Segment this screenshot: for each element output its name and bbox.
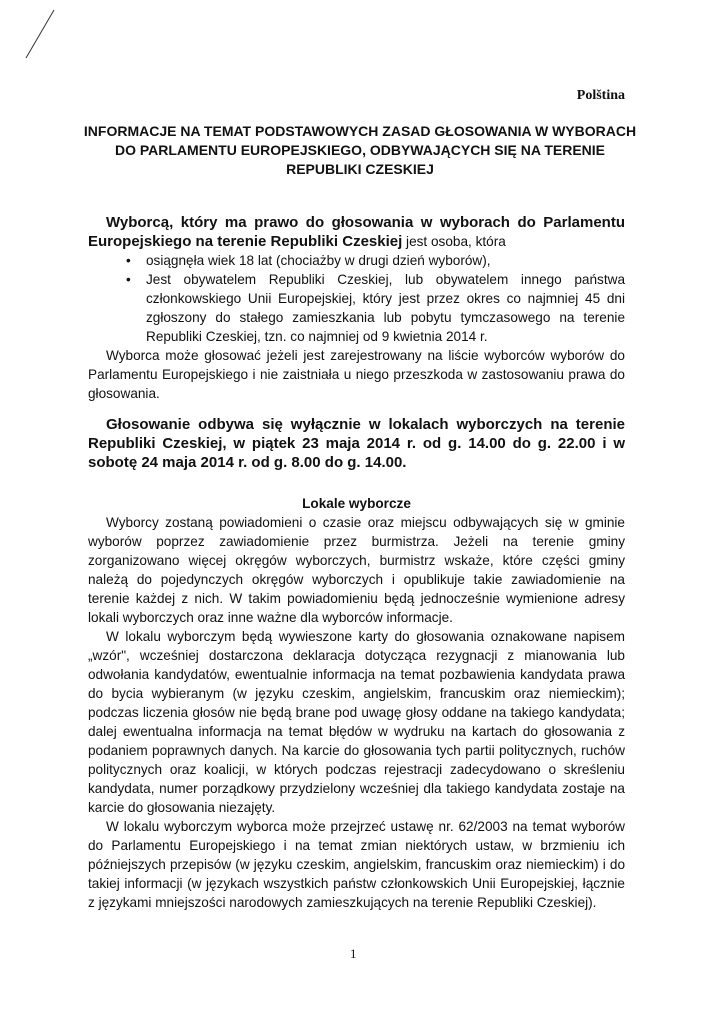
- intro-rest: jest osoba, która: [402, 234, 506, 249]
- language-label: Polština: [576, 88, 625, 103]
- registration-paragraph: Wyborca może głosować jeżeli jest zarejestrowany na liście wyborców wyborów do Parlamentu Europejskiego i nie zaistniała u niego przeszkoda w zastosowaniu prawa do głosowania.: [88, 348, 625, 401]
- schedule-paragraph: Głosowanie odbywa się wyłącznie w lokalach wyborczych na terenie Republiki Czeskiej, w piątek 23 maja 2014 r. od g. 14.00 do g. 22.00 i w sobotę 24 maja 2014 r. od g. 8.00 do g. 14.00.: [88, 416, 625, 471]
- eligibility-list: [88, 251, 625, 346]
- section-paragraph: W lokalu wyborczym wyborca może przejrzeć ustawę nr. 62/2003 na temat wyborów do Parlamentu Europejskiego i na temat zmian niektórych ustaw, w brzmieniu ich późniejszych przepisów (w języku czeskim, angielskim, francuskim oraz niemieckim) i do takiej informacji (w językach wszystkich państw członkowskich Unii Europejskiej, łącznie z językami mniejszości narodowych zamieszkujących na terenie Republiki Czeskiej).: [88, 819, 625, 910]
- section-heading: Lokale wyborcze: [302, 496, 411, 511]
- page-number: 1: [350, 946, 357, 961]
- pen-stroke-mark: [20, 6, 60, 66]
- list-item: • Jest obywatelem Republiki Czeskiej, lub obywatelem innego państwa członkowskiego Unii Europejskiej, który jest przez okres co najmniej 45 dni zgłoszony do stałego zamieszkania lub pobytu tymczasowego na terenie Republiki Czeskiej, tzn. co najmniej od 9 kwietnia 2014 r.: [146, 270, 625, 346]
- section-paragraph: Wyborcy zostaną powiadomieni o czasie oraz miejscu odbywających się w gminie wyborów poprzez zawiadomienie przez burmistrza. Jeżeli na terenie gminy zorganizowano więcej okręgów wyborczych, burmistrz wskaże, które części gminy należą do pojedynczych okręgów wyborczych i opublikuje takie zawiadomienie na terenie każdej z nich. W takim powiadomieniu będą jednocześnie wymienione adresy lokali wyborczych oraz inne ważne dla wyborców informacje.: [88, 515, 625, 625]
- intro-bold: Wyborcą, który ma prawo do głosowania w wyborach do Parlamentu Europejskiego na terenie Republiki Czeskiej: [88, 214, 625, 250]
- section-paragraph: W lokalu wyborczym będą wywieszone karty do głosowania oznakowane napisem „wzór", wcześniej dostarczona deklaracja dotycząca rezygnacji z mianowania lub odwołania kandydatów, ewentualnie informacja na temat pozbawienia kandydata prawa do bycia wybieranym (w języku czeskim, angielskim, francuskim oraz niemieckim); podczas liczenia głosów nie będą brane pod uwagę głosy oddane na takiego kandydata; dalej ewentualna informacja na temat błędów w wydruku na kartach do głosowania z podaniem poprawnych danych. Na karcie do głosowania tych partii politycznych, ruchów politycznych oraz koalicji, w których podczas rejestracji zadecydowano o skreśleniu kandydata, numer porządkowy przydzielony wcześniej dla takiego kandydata zostaje na karcie do głosowania niezajęty.: [88, 629, 625, 815]
- list-item: • osiągnęła wiek 18 lat (chociażby w drugi dzień wyborów),: [146, 251, 625, 270]
- document-body: [88, 213, 625, 912]
- document-title: INFORMACJE NA TEMAT PODSTAWOWYCH ZASAD GŁOSOWANIA W WYBORACH DO PARLAMENTU EUROPEJSKIEGO, ODBYWAJĄCYCH SIĘ NA TERENIE REPUBLIKI CZESKIEJ: [83, 123, 637, 177]
- intro-paragraph: [88, 213, 625, 251]
